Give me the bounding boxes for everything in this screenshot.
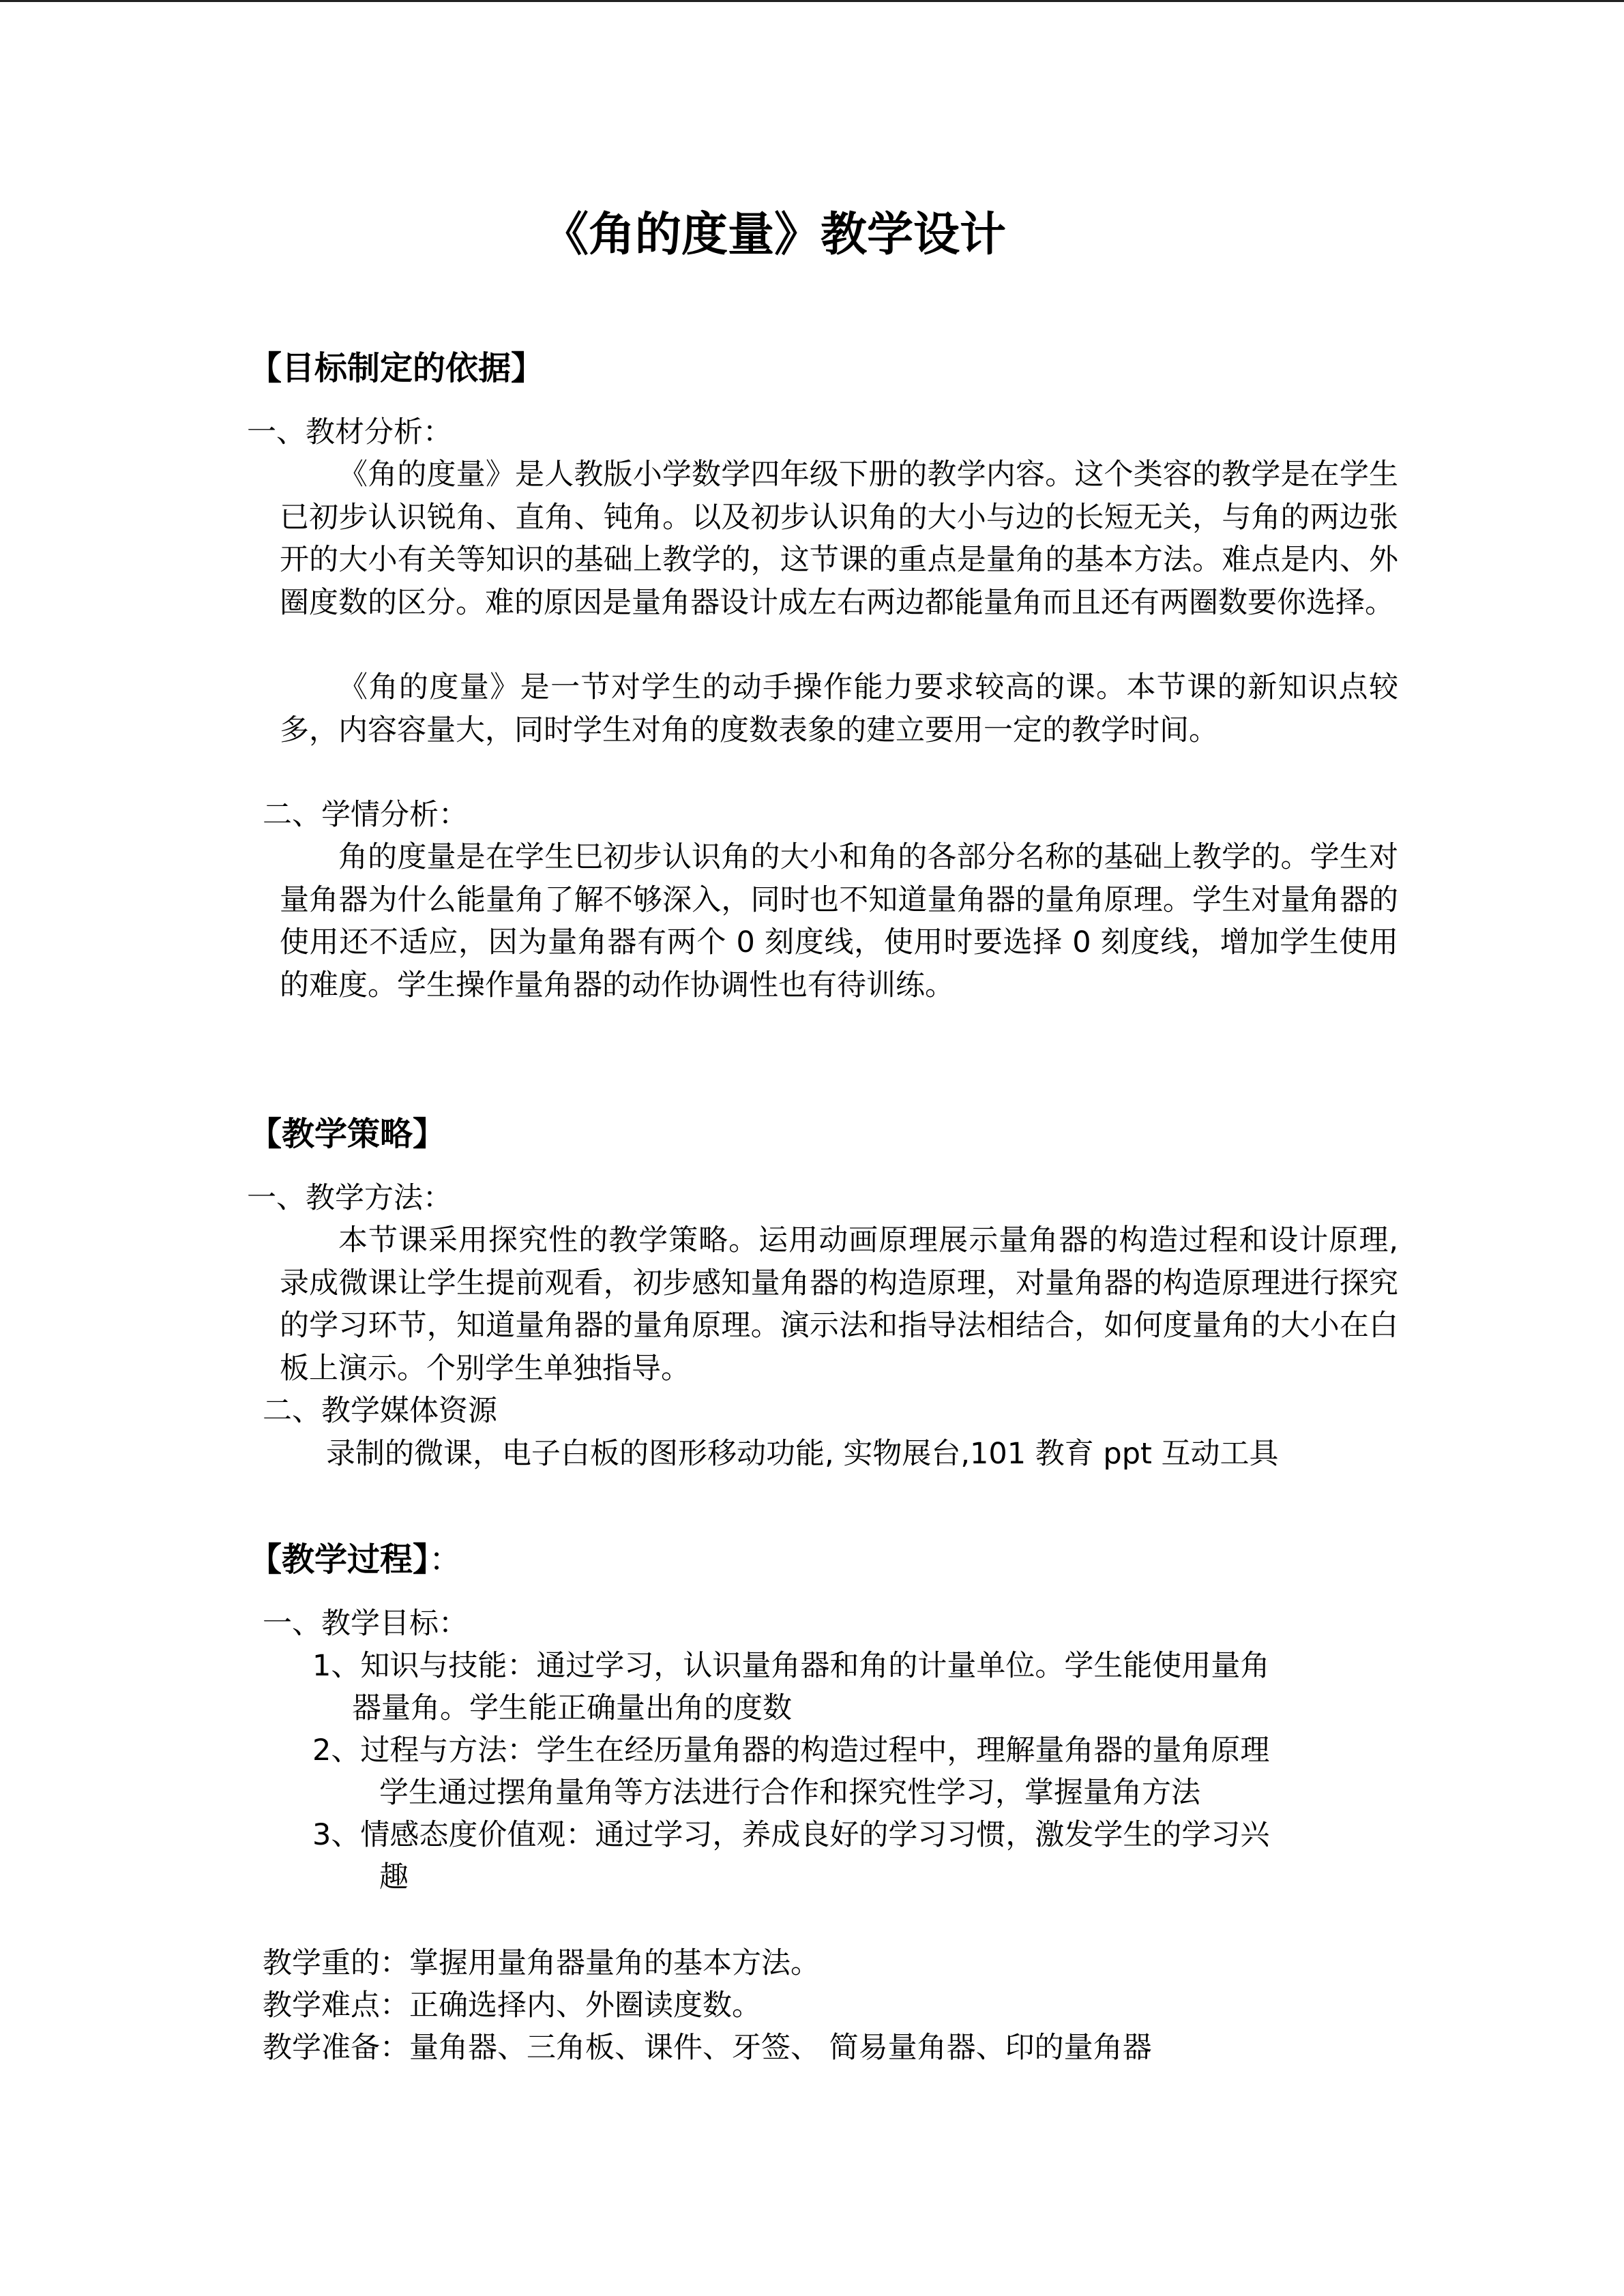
media-resources-text: 录制的微课，电子白板的图形移动功能, 实物展台,101 教育 ppt 互动工具 xyxy=(326,1437,1279,1471)
difficulty-line: 教学难点：正确选择内、外圈读度数。 xyxy=(263,1988,761,2023)
section-heading-basis: 【目标制定的依据】 xyxy=(249,349,544,387)
goal-item-knowledge xyxy=(312,1645,1390,1729)
subheading-material-analysis: 一、教材分析： xyxy=(247,415,452,449)
subheading-student-analysis: 二、学情分析： xyxy=(263,798,468,832)
document-title: 《角的度量》教学设计 xyxy=(542,208,1006,262)
goal-text-line2: 器量角。学生能正确量出角的度数 xyxy=(352,1691,792,1725)
section-heading-process-text: 【教学过程】 xyxy=(249,1540,430,1579)
goal-number: 1、 xyxy=(312,1649,361,1683)
paragraph-teaching-method: 本节课采用探究性的教学策略。运用动画原理展示量角器的构造过程和设计原理,录成微课让学生提前观看，初步感知量角器的构造原理，对量角器的构造原理进行探究的学习环节，知道量角器的量角原理。演示法和指导法相结合，如何度量角的大小在白板上演示。个别学生单独指导。 xyxy=(280,1223,1398,1386)
goal-text-line2: 趣 xyxy=(379,1860,409,1894)
preparation-line: 教学准备：量角器、三角板、课件、牙签、 简易量角器、印的量角器 xyxy=(263,2031,1152,2065)
subheading-teaching-goals: 一、教学目标： xyxy=(263,1607,468,1641)
paragraph-material-1: 《角的度量》是人教版小学数学四年级下册的教学内容。这个类容的教学是在学生已初步认识锐角、直角、钝角。以及初步认识角的大小与边的长短无关，与角的两边张开的大小有关等知识的基础上教学的，这节课的重点是量角的基本方法。难点是内、外圈度数的区分。难的原因是量角器设计成左右两边都能量角而且还有两圈数要你选择。 xyxy=(280,458,1398,620)
goal-text-line1: 知识与技能：通过学习，认识量角器和角的计量单位。学生能使用量角 xyxy=(360,1649,1270,1683)
goal-text-line2: 学生通过摆角量角等方法进行合作和探究性学习，掌握量角方法 xyxy=(379,1776,1200,1810)
paragraph-student-analysis: 角的度量是在学生巳初步认识角的大小和角的各部分名称的基础上教学的。学生对量角器为什么能量角了解不够深入，同时也不知道量角器的量角原理。学生对量角器的使用还不适应，因为量角器有两个 0 刻度线，使用时要选择 0 刻度线，增加学生使用的难度。学生操作量角器的动作协调性也有待训练。 xyxy=(280,840,1398,1002)
goal-text-line1: 过程与方法：学生在经历量角器的构造过程中，理解量角器的量角原理 xyxy=(360,1733,1270,1768)
subheading-teaching-method: 一、教学方法： xyxy=(247,1181,452,1215)
section-heading-process xyxy=(249,1536,462,1583)
section-heading-strategy: 【教学策略】 xyxy=(249,1115,446,1153)
paragraph-material-2: 《角的度量》是一节对学生的动手操作能力要求较高的课。本节课的新知识点较多，内容容量大，同时学生对角的度数表象的建立要用一定的教学时间。 xyxy=(280,670,1398,747)
key-point-line: 教学重的：掌握用量角器量角的基本方法。 xyxy=(263,1946,820,1980)
goal-number: 3、 xyxy=(312,1818,361,1852)
goal-text-line1: 情感态度价值观：通过学习，养成良好的学习习惯，激发学生的学习兴 xyxy=(360,1818,1270,1852)
goal-item-process xyxy=(312,1729,1390,1814)
subheading-media-resources: 二、教学媒体资源 xyxy=(263,1394,497,1428)
goal-number: 2、 xyxy=(312,1733,361,1768)
goal-item-attitude xyxy=(312,1814,1390,1898)
section-heading-process-colon: ： xyxy=(429,1540,462,1579)
